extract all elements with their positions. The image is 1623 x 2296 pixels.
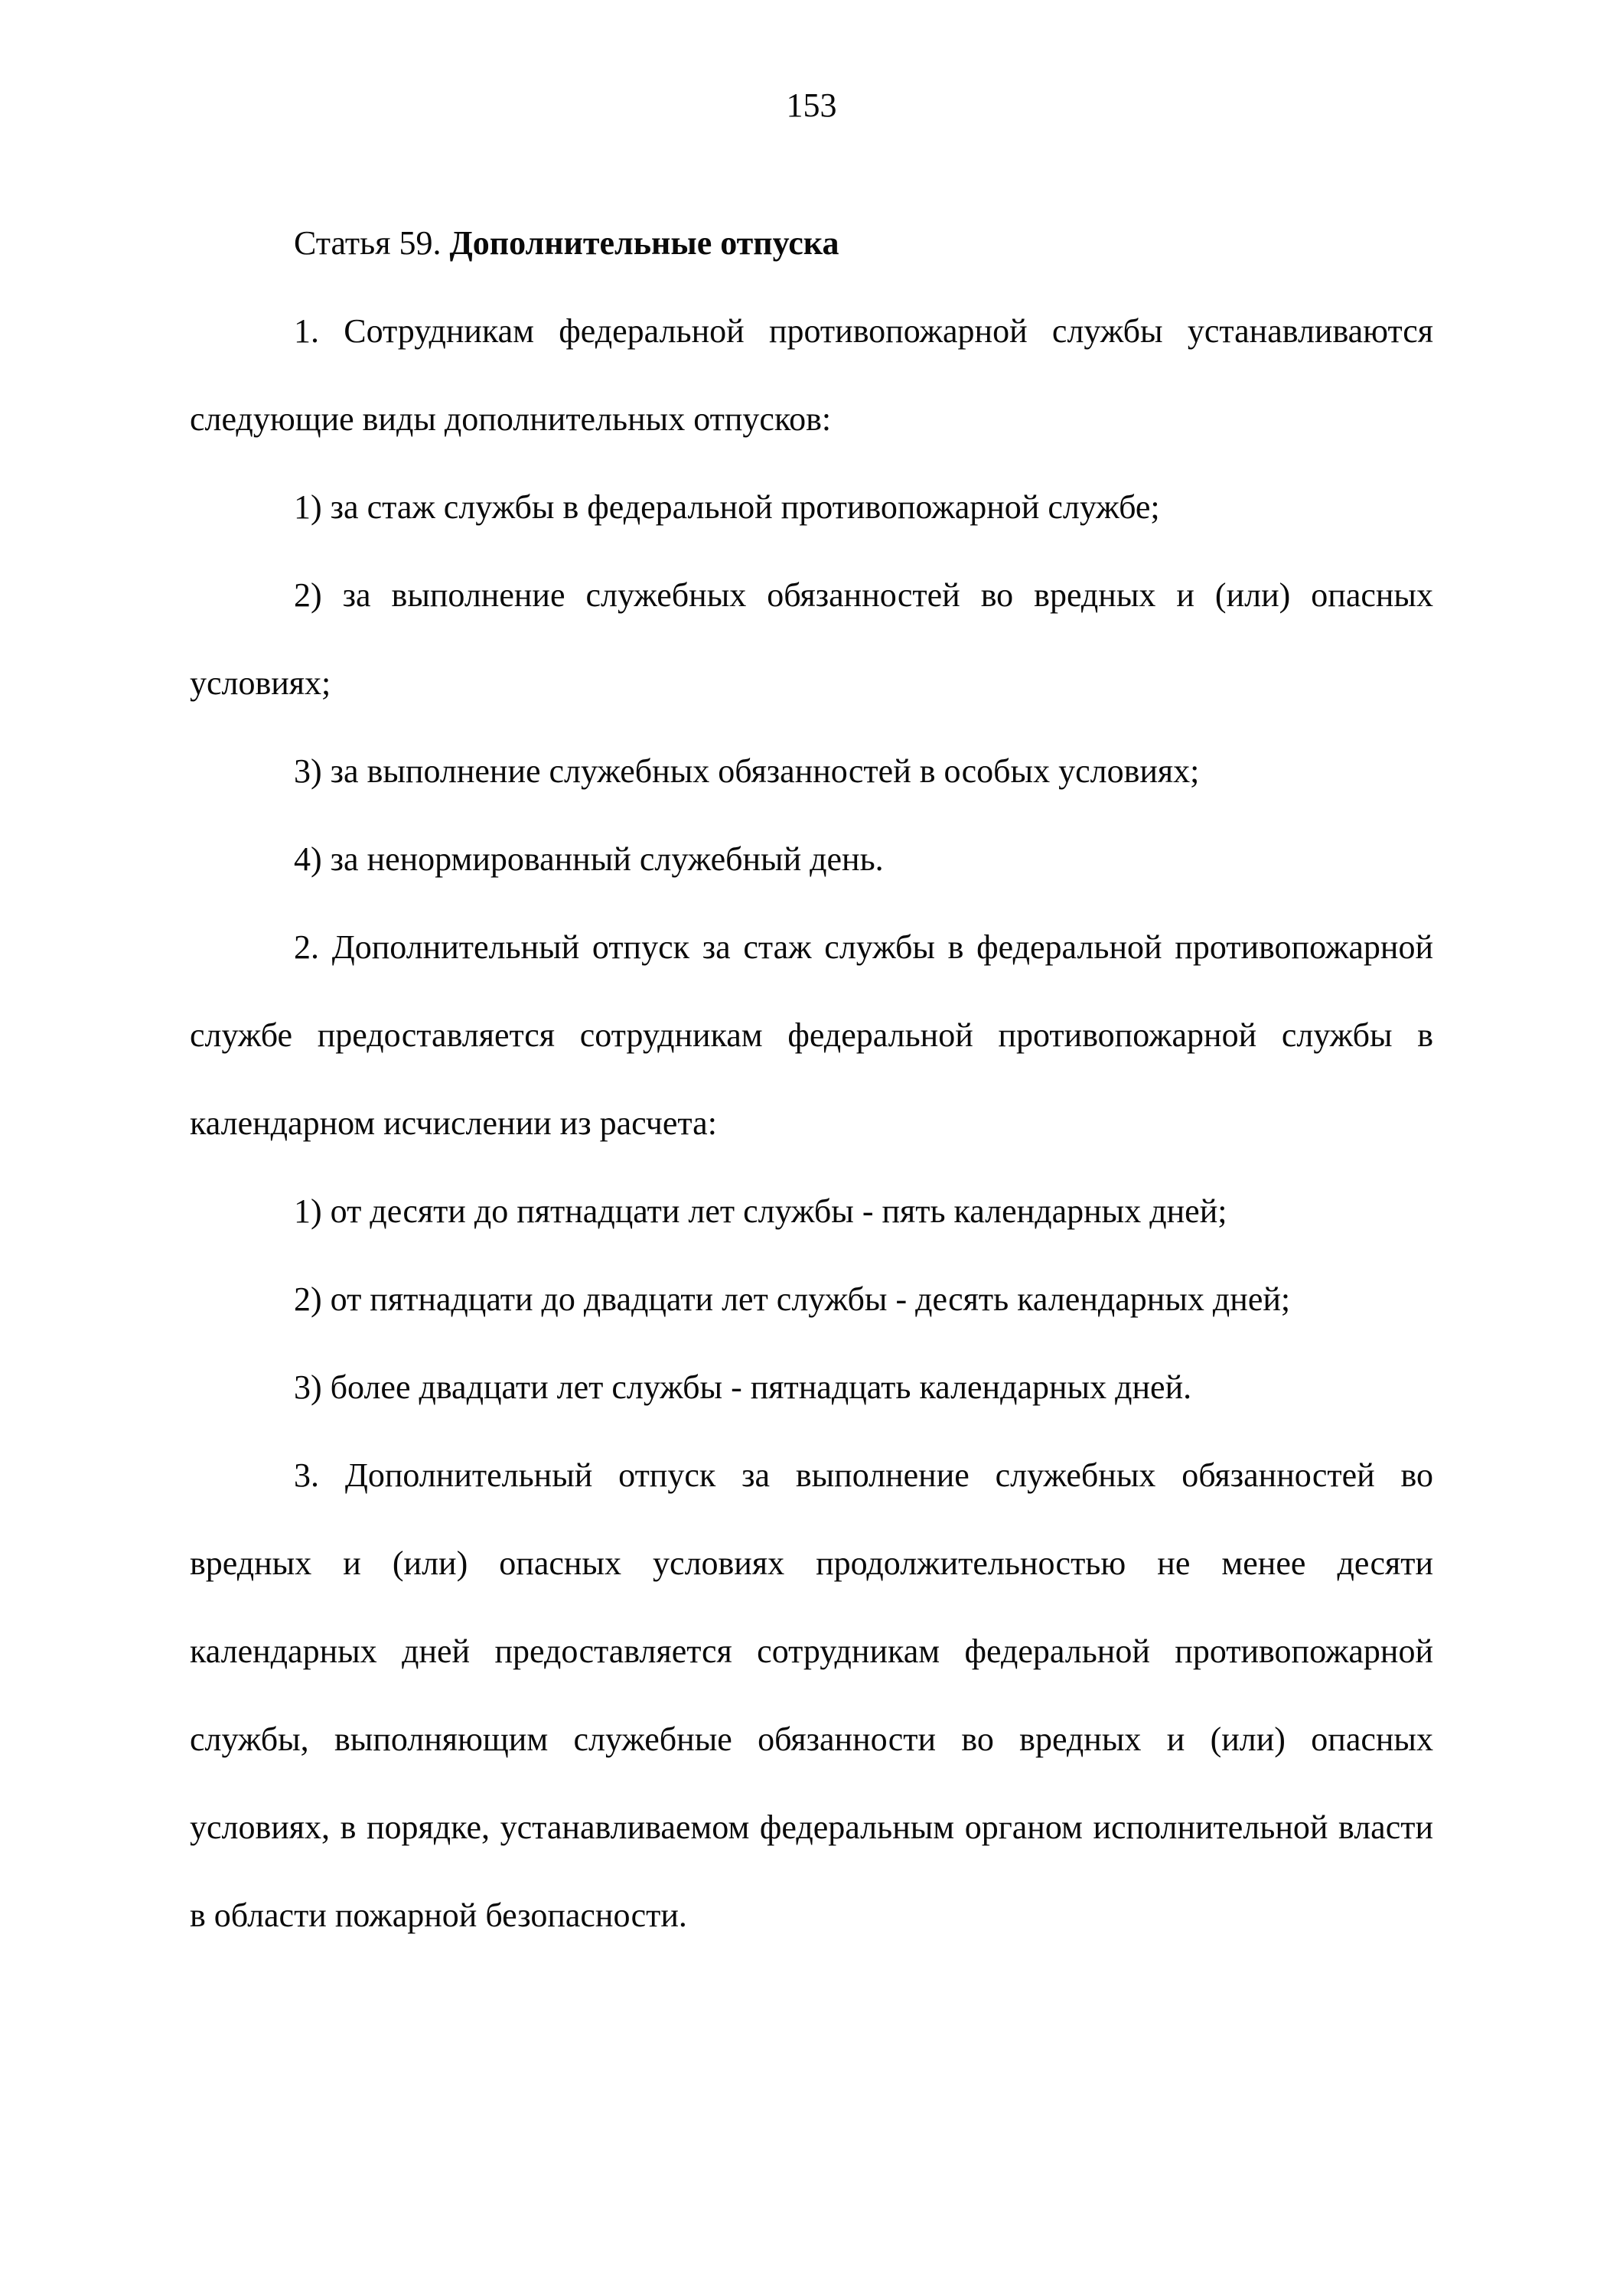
list-item-1-4: 4) за ненормированный служебный день. xyxy=(294,840,884,878)
article-heading-number: Статья 59. xyxy=(294,224,442,262)
page-content xyxy=(0,199,1623,1959)
list-item-2-2: 2) от пятнадцати до двадцати лет службы - десять календарных дней; xyxy=(294,1280,1291,1318)
paragraph-2: 2. Дополнительный отпуск за стаж службы в федеральной противопожарной службе предоставляется сотрудникам федеральной противопожарной службы в календарном исчислении из расчета: xyxy=(190,928,1433,1142)
article-heading-title: Дополнительные отпуска xyxy=(449,224,839,262)
list-item-1-2: 2) за выполнение служебных обязанностей во вредных и (или) опасных условиях; xyxy=(190,576,1433,702)
paragraph-1: 1. Сотрудникам федеральной противопожарной службы устанавливаются следующие виды дополнительных отпусков: xyxy=(190,312,1433,438)
article-heading xyxy=(190,199,1433,287)
list-item-1-1: 1) за стаж службы в федеральной противопожарной службе; xyxy=(294,488,1160,526)
page-number: 153 xyxy=(786,86,837,124)
list-item-2-3: 3) более двадцати лет службы - пятнадцать календарных дней. xyxy=(294,1368,1192,1406)
list-item-2-1: 1) от десяти до пятнадцати лет службы - пять календарных дней; xyxy=(294,1192,1227,1230)
list-item-1-3: 3) за выполнение служебных обязанностей в особых условиях; xyxy=(294,752,1200,790)
paragraph-3: 3. Дополнительный отпуск за выполнение служебных обязанностей во вредных и (или) опасных условиях продолжительностью не менее десяти календарных дней предоставляется сотрудникам федеральной противопожарной службы, выполняющим служебные обязанности во вредных и (или) опасных условиях, в порядке, устанавливаемом федеральным органом исполнительной власти в области пожарной безопасности. xyxy=(190,1456,1433,1934)
